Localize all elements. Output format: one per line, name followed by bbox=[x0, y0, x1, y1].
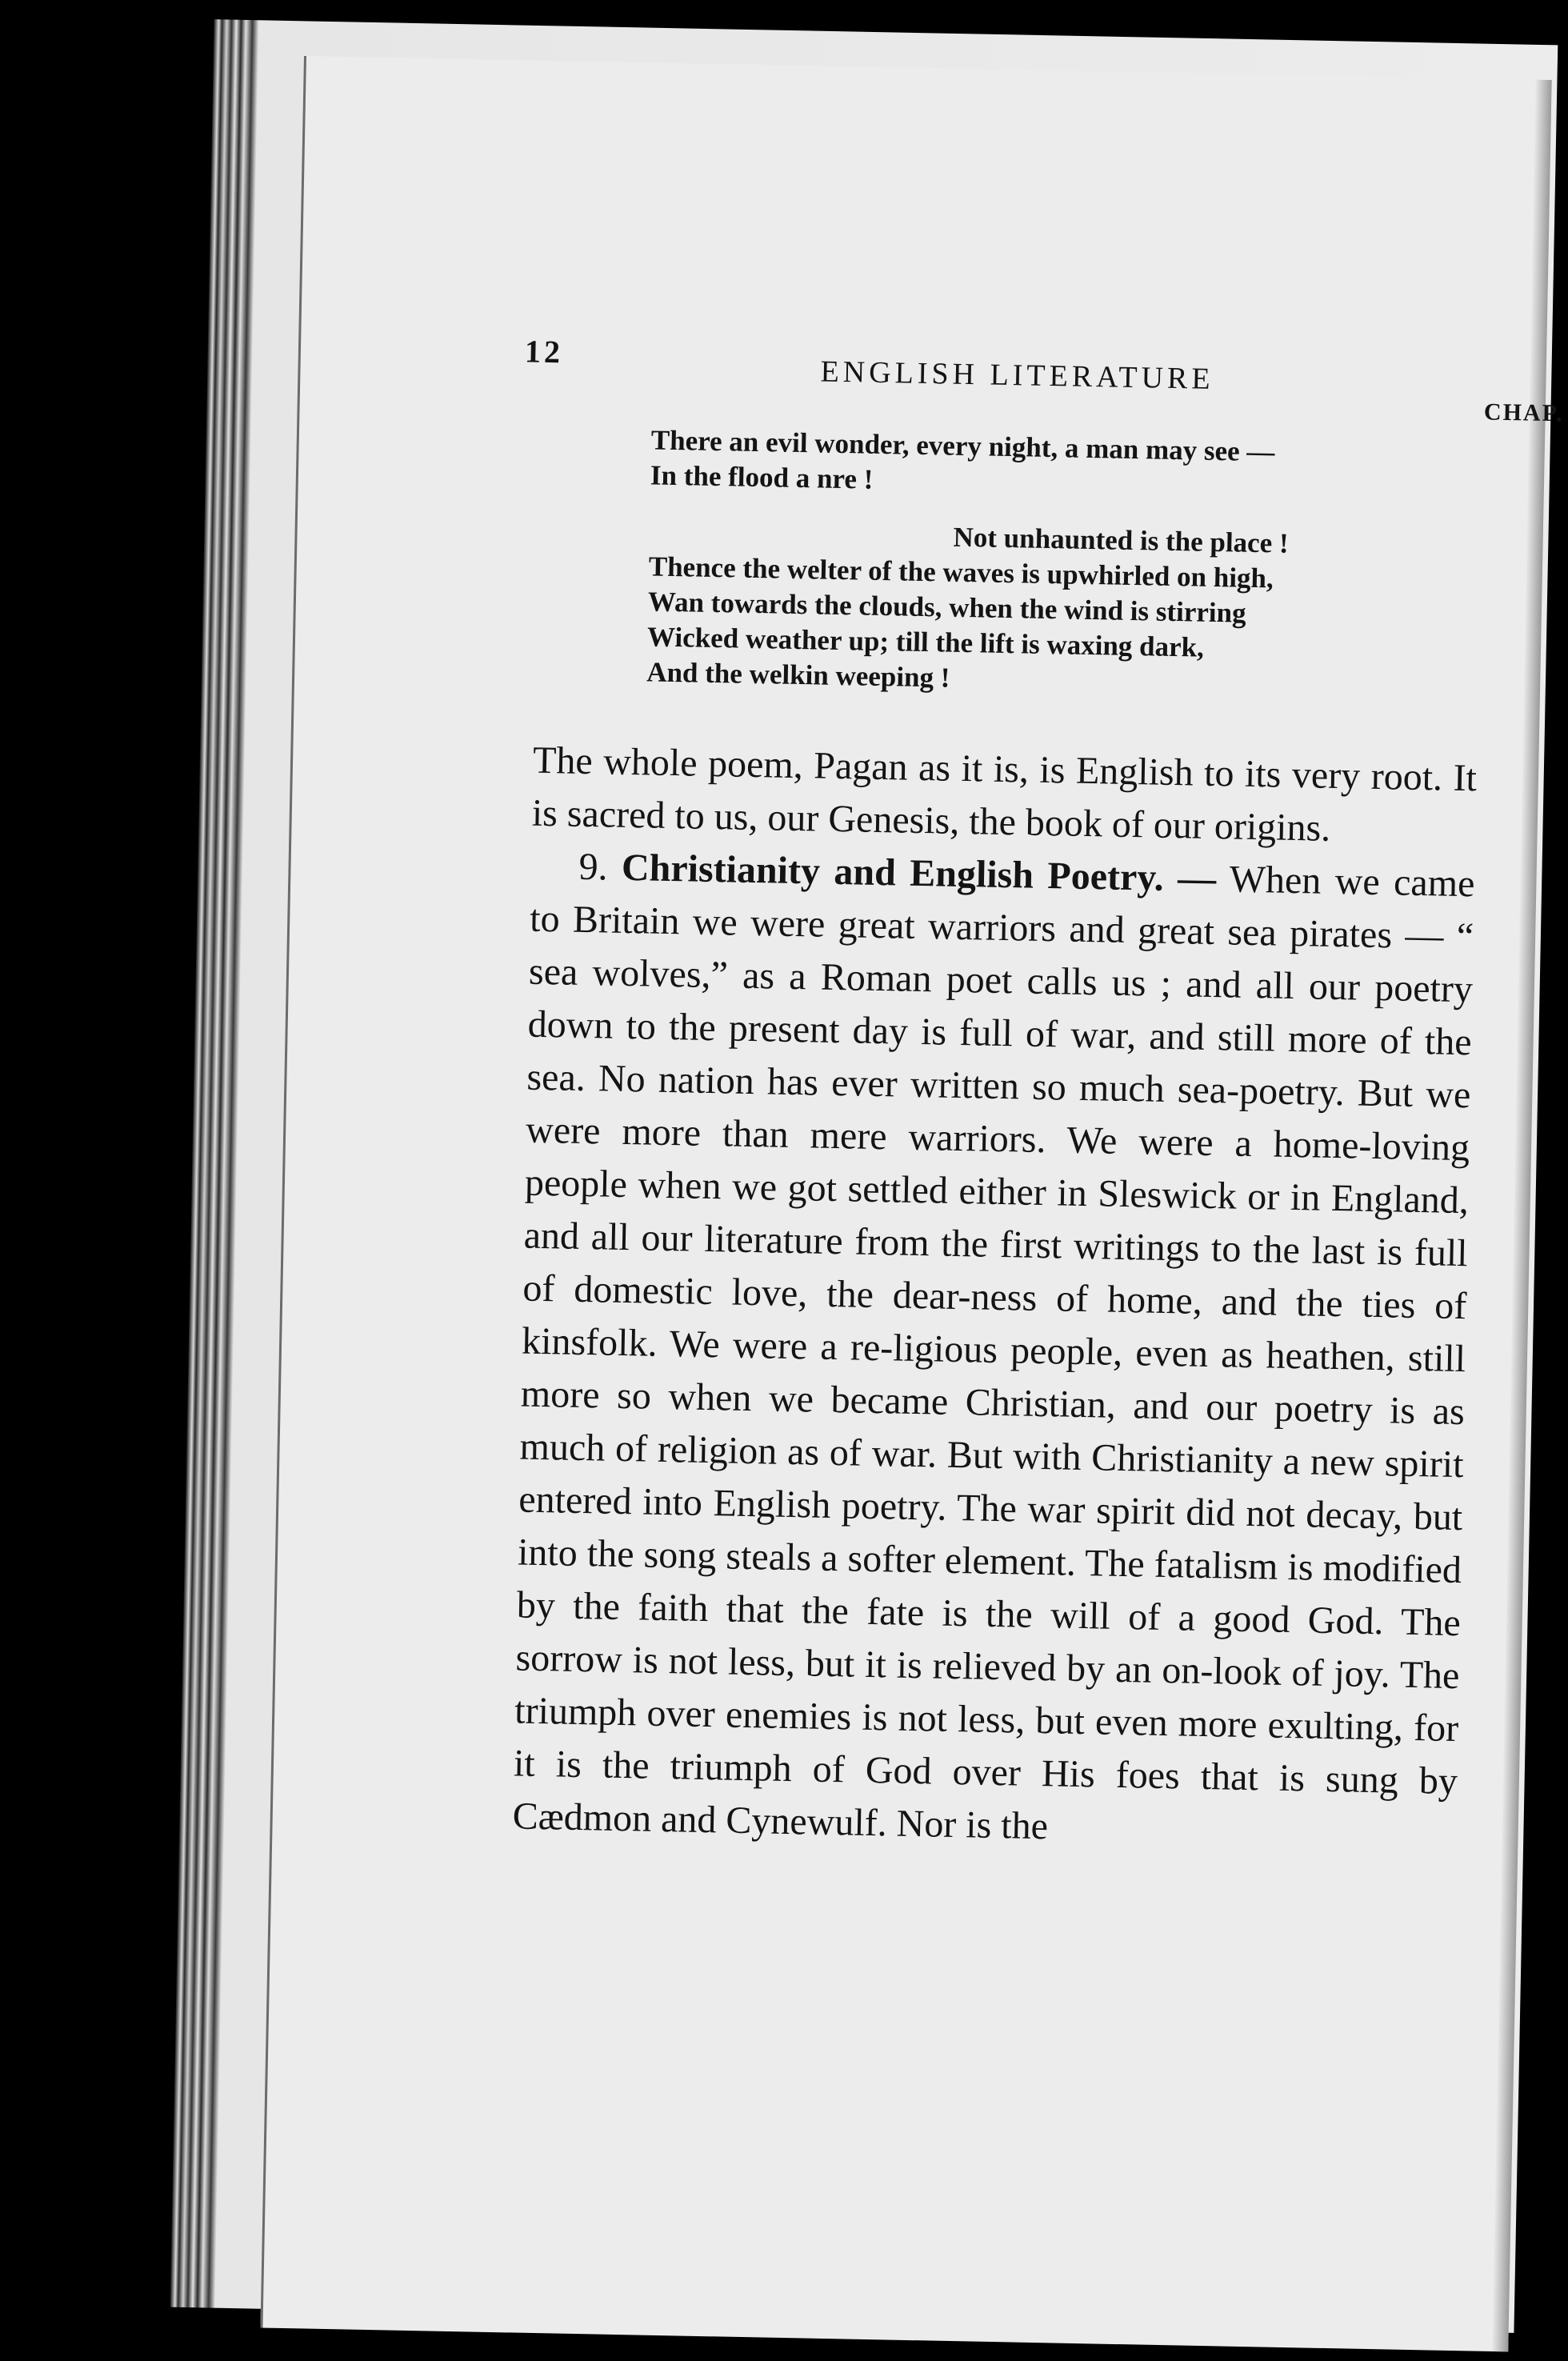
section-heading: Christianity and English Poetry. — bbox=[621, 846, 1217, 901]
verse-line: Not unhaunted is the place ! bbox=[953, 521, 1289, 559]
verse-line: There an evil wonder, every night, a man may see — bbox=[650, 424, 1275, 468]
paragraph-poem-conclusion: The whole poem, Pagan as it is, is English to its very root. It is sacred to us, our Genesis, the book of our origins. bbox=[531, 738, 1478, 850]
page-content bbox=[512, 333, 1565, 1862]
section-number: 9. bbox=[578, 845, 609, 889]
verse-line: And the welkin weeping ! bbox=[646, 656, 950, 694]
book-page bbox=[260, 56, 1565, 2351]
running-title: ENGLISH LITERATURE bbox=[820, 354, 1214, 396]
verse-line: Wicked weather up; till the lift is waxing dark, bbox=[646, 621, 1205, 663]
paragraph-christianity bbox=[512, 840, 1475, 1861]
verse-quotation bbox=[646, 422, 1515, 706]
running-head bbox=[524, 333, 1565, 427]
verse-line: In the flood a nre ! bbox=[650, 459, 874, 495]
body-text bbox=[512, 734, 1477, 1861]
verse-line: Thence the welter of the waves is upwhirled on high, bbox=[648, 550, 1274, 594]
section-body: When we came to Britain we were great warriors and great sea pirates — “ sea wolves,” as a Roman poet calls us ; and all our poetry down to the present day is full of war, and still more of the sea. No nation has ever written so much sea-poetry. But we were more than mere warriors. We were a home-loving people when we got settled either in Sleswick or in England, and all our literature from the first writings to the last is full of domestic love, the dear-ness of home, and the ties of kinsfolk. We were a re-ligious people, even as heathen, still more so when we became Christian, and our poetry is as much of religion as of war. But with Christianity a new spirit entered into English poetry. The war spirit did not decay, but into the song steals a softer element. The fatalism is modified by the faith that the fate is the will of a good God. The sorrow is not less, but it is relieved by an on-look of joy. The triumph over enemies is not less, but even more exulting, for it is the triumph of God over His foes that is sung by Cædmon and Cynewulf. Nor is the bbox=[512, 858, 1475, 1848]
page-number: 12 bbox=[524, 333, 564, 370]
chapter-mark: CHAP. bbox=[1483, 398, 1565, 427]
verse-line: Wan towards the clouds, when the wind is stirring bbox=[647, 586, 1246, 629]
